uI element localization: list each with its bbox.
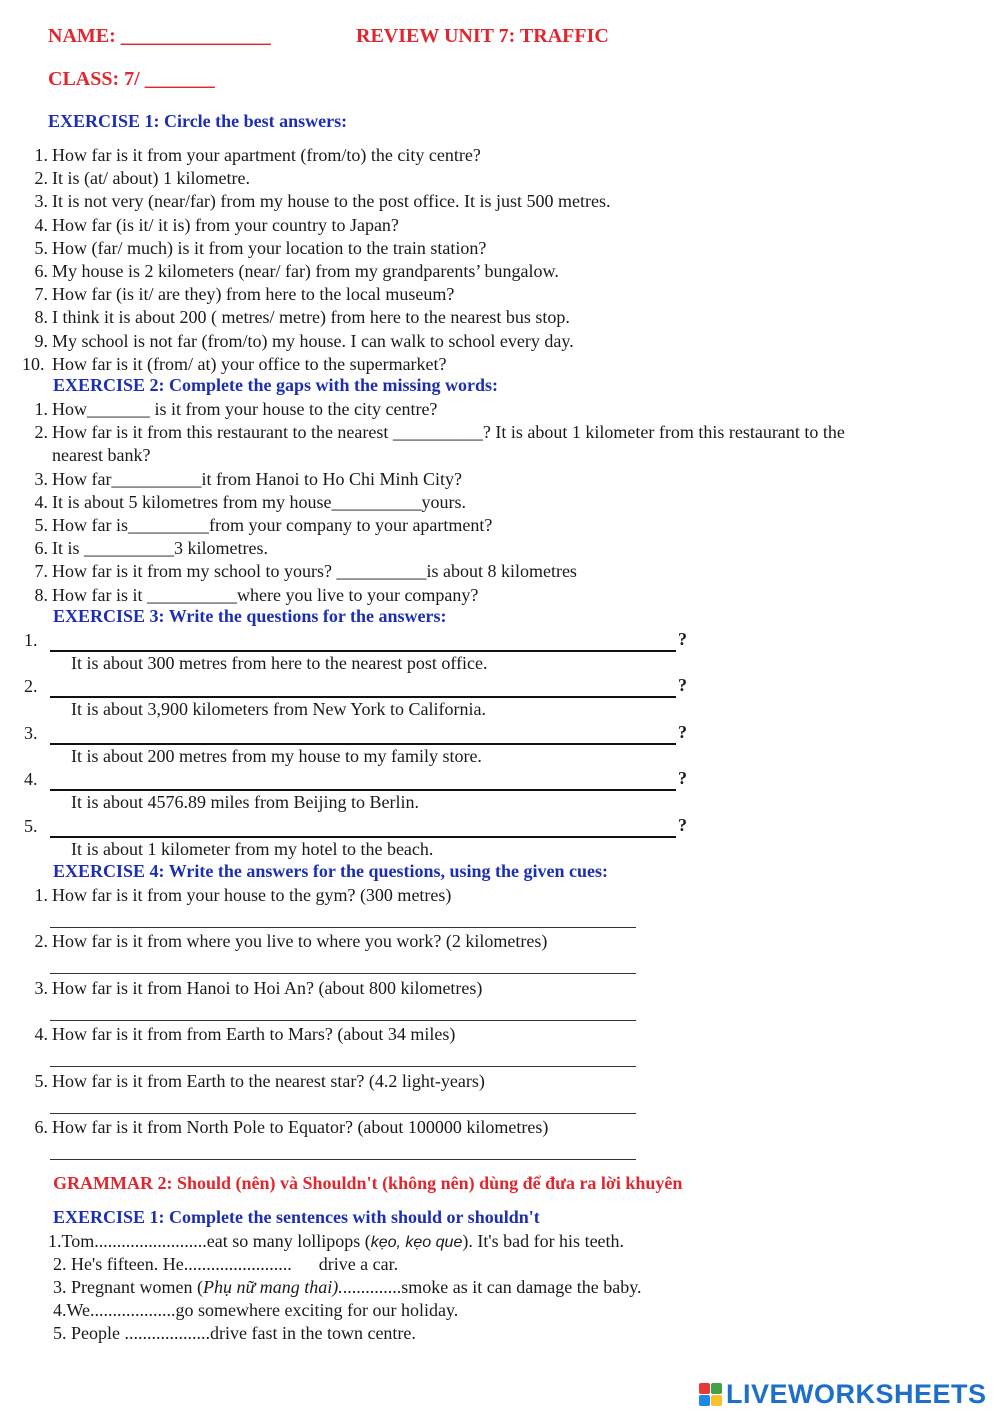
item-number: 5. (34, 515, 48, 535)
item-text: My house is 2 kilometers (near/ far) from my grandparents’ bungalow. (52, 261, 559, 281)
should-sentence-1[interactable]: 1.Tom.........................eat so many lollipops (kẹo, kẹo que). It's bad for his teeth. (48, 1231, 625, 1251)
item-text: How far is it from from Earth to Mars? (about 34 miles) (52, 1024, 456, 1045)
given-answer: It is about 3,900 kilometers from New York to California. (71, 699, 486, 720)
question-number: 3. (24, 722, 38, 743)
item-number: 6. (34, 1117, 48, 1137)
item-text: How far is it from where you live to where you work? (2 kilometres) (52, 931, 548, 952)
question-mark: ? (678, 768, 687, 789)
item-number: 4. (34, 1024, 48, 1045)
item-number: 1. (34, 145, 48, 165)
item-text: How far is it from this restaurant to the nearest __________? It is about 1 kilometer from this restaurant to the (52, 422, 845, 443)
logo-square-red (699, 1383, 710, 1394)
item-number: 1. (34, 885, 48, 905)
item-text: How far is it from North Pole to Equator? (about 100000 kilometres) (52, 1117, 549, 1137)
name-blank[interactable]: _______________ (120, 25, 271, 47)
item-text: nearest bank? (52, 445, 151, 466)
item-number: 4. (34, 214, 48, 235)
grammar-2-heading: GRAMMAR 2: Should (nên) và Shouldn't (không nên) dùng để đưa ra lời khuyên (53, 1173, 683, 1193)
item-number: 5. (34, 1070, 48, 1091)
item-text: How far is it (from/ at) your office to the supermarket? (52, 353, 447, 374)
item-number: 3. (34, 191, 48, 212)
answer-line[interactable] (50, 973, 636, 974)
exercise-4-item (20, 884, 980, 907)
item-number: 3. (34, 468, 48, 489)
item-number: 5. (34, 237, 48, 258)
exercise-4-item (20, 1070, 980, 1093)
exercise-4-item (20, 1023, 980, 1046)
should-sentence-2[interactable]: 2. He's fifteen. He........................ drive a car. (53, 1254, 399, 1274)
item-text: How_______ is it from your house to the city centre? (52, 399, 438, 419)
question-mark: ? (678, 629, 687, 649)
item-text: It is __________3 kilometres. (52, 538, 268, 559)
exercise-1-item[interactable] (20, 167, 980, 190)
logo-square-yellow (711, 1395, 722, 1406)
class-blank[interactable]: _______ (144, 68, 215, 90)
answer-line[interactable] (50, 1066, 636, 1067)
question-mark: ? (678, 675, 687, 696)
exercise-2-item[interactable] (20, 421, 980, 444)
item-number: 6. (34, 538, 48, 559)
given-answer: It is about 200 metres from my house to my family store. (71, 745, 482, 766)
item-text: How far is it from Hanoi to Hoi An? (about 800 kilometres) (52, 977, 483, 998)
given-answer: It is about 300 metres from here to the nearest post office. (71, 653, 488, 673)
exercise-1-item[interactable] (20, 306, 980, 329)
item-text: I think it is about 200 ( metres/ metre) from here to the nearest bus stop. (52, 307, 570, 328)
item-number: 7. (34, 561, 48, 582)
exercise-2-item[interactable] (20, 491, 980, 514)
item-number: 8. (34, 307, 48, 328)
exercise-1-item[interactable] (20, 260, 980, 283)
exercise-2-heading: EXERCISE 2: Complete the gaps with the missing words: (53, 375, 499, 395)
item-number: 2. (34, 422, 48, 443)
item-text: How far is it __________where you live to your company? (52, 584, 479, 605)
item-text: How far (is it/ are they) from here to the local museum? (52, 284, 455, 305)
item-text: How far is it from Earth to the nearest star? (4.2 light-years) (52, 1070, 485, 1091)
exercise-1-heading: EXERCISE 1: Circle the best answers: (48, 111, 348, 131)
exercise-1-item[interactable] (20, 283, 980, 306)
answer-line[interactable] (50, 1113, 636, 1114)
item-text: How far__________it from Hanoi to Ho Chi Minh City? (52, 468, 462, 489)
answer-line[interactable] (50, 1159, 636, 1160)
liveworksheets-logo-icon (699, 1383, 722, 1406)
question-number: 2. (24, 676, 38, 697)
item-text: How far is it from your house to the gym? (300 metres) (52, 885, 452, 905)
logo-text: LIVEWORKSHEETS (726, 1378, 987, 1409)
question-number: 1. (24, 630, 38, 650)
should-sentence-3[interactable]: 3. Pregnant women (Phụ nữ mang thai)..............smoke as it can damage the baby. (53, 1277, 642, 1297)
exercise-4-heading: EXERCISE 4: Write the answers for the questions, using the given cues: (53, 861, 609, 881)
exercise-4-item (20, 930, 980, 953)
item-text: How (far/ much) is it from your location to the train station? (52, 237, 487, 258)
answer-line[interactable] (50, 927, 636, 928)
item-text: My school is not far (from/to) my house. I can walk to school every day. (52, 330, 574, 351)
answer-line[interactable] (50, 1020, 636, 1021)
item-number: 2. (34, 931, 48, 952)
item-text: How far is it from your apartment (from/to) the city centre? (52, 145, 481, 165)
exercise-2-item[interactable] (20, 537, 980, 560)
item-number: 9. (34, 330, 48, 351)
item-number: 3. (34, 977, 48, 998)
item-number: 10. (22, 353, 45, 374)
exercise-4-item (20, 977, 980, 1000)
item-text: It is about 5 kilometres from my house__________yours. (52, 491, 466, 512)
question-number: 5. (24, 815, 38, 836)
liveworksheets-logo (699, 1378, 987, 1410)
logo-square-blue (699, 1395, 710, 1406)
item-text: How far is it from my school to yours? __________is about 8 kilometres (52, 561, 577, 582)
should-sentence-5[interactable]: 5. People ...................drive fast in the town centre. (53, 1323, 416, 1343)
item-text: It is (at/ about) 1 kilometre. (52, 168, 250, 189)
exercise-2-item[interactable] (20, 398, 980, 421)
logo-square-green (711, 1383, 722, 1394)
exercise-1-item[interactable] (20, 237, 980, 260)
should-sentence-4[interactable]: 4.We...................go somewhere exciting for our holiday. (53, 1300, 459, 1320)
question-mark: ? (678, 721, 687, 742)
item-number: 8. (34, 584, 48, 605)
name-label: NAME: _______________ (48, 25, 271, 47)
exercise-1-item[interactable] (20, 190, 980, 213)
item-text: It is not very (near/far) from my house to the post office. It is just 500 metres. (52, 191, 611, 212)
exercise-2-item[interactable] (20, 584, 980, 607)
exercise-1-item[interactable] (20, 353, 980, 376)
grammar-exercise-1-heading: EXERCISE 1: Complete the sentences with should or shouldn't (53, 1207, 540, 1227)
given-answer: It is about 4576.89 miles from Beijing to Berlin. (71, 792, 419, 813)
worksheet-title: REVIEW UNIT 7: TRAFFIC (356, 25, 609, 47)
question-number: 4. (24, 769, 38, 790)
exercise-3-heading: EXERCISE 3: Write the questions for the answers: (53, 606, 447, 626)
exercise-4-item (20, 1116, 980, 1139)
item-number: 6. (34, 261, 48, 281)
exercise-2-item[interactable] (20, 444, 980, 467)
item-number: 4. (34, 491, 48, 512)
class-label: CLASS: 7/ _______ (48, 68, 215, 90)
exercise-2-item[interactable] (20, 514, 980, 537)
item-text: How far (is it/ it is) from your country to Japan? (52, 214, 399, 235)
item-text: How far is_________from your company to your apartment? (52, 515, 493, 535)
given-answer: It is about 1 kilometer from my hotel to the beach. (71, 838, 434, 859)
question-mark: ? (678, 814, 687, 835)
item-number: 2. (34, 168, 48, 189)
exercise-1-item[interactable] (20, 330, 980, 353)
exercise-1-item[interactable] (20, 214, 980, 237)
exercise-1-item[interactable] (20, 144, 980, 167)
exercise-2-item[interactable] (20, 560, 980, 583)
item-number: 7. (34, 284, 48, 305)
item-number: 1. (34, 399, 48, 419)
exercise-2-item[interactable] (20, 468, 980, 491)
